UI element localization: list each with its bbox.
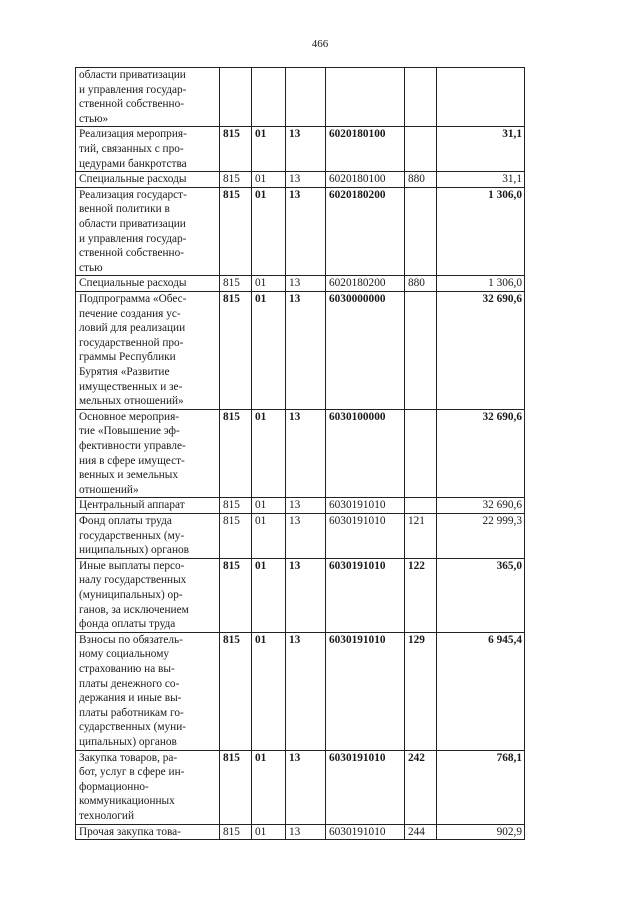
table-row	[76, 172, 525, 188]
subsection-cell: 13	[286, 513, 326, 558]
subsection-cell: 13	[286, 498, 326, 514]
section-cell: 01	[252, 750, 286, 824]
target-article-cell	[326, 68, 405, 127]
table-row	[76, 824, 525, 840]
row-name: Взносы по обязатель- ному социальному страхованию на вы- платы денежного со- держания и иные вы- платы работникам го- сударственных (муни- ципальных) органов	[76, 632, 220, 750]
admin-code-cell: 815	[220, 187, 252, 276]
table-row	[76, 291, 525, 409]
target-article-cell: 6020180100	[326, 172, 405, 188]
table-row	[76, 68, 525, 127]
row-name: Реализация мероприя- тий, связанных с про- цедурами банкротства	[76, 127, 220, 172]
amount-cell: 902,9	[437, 824, 525, 840]
admin-code-cell: 815	[220, 498, 252, 514]
row-name: Специальные расходы	[76, 172, 220, 188]
expense-type-cell: 880	[405, 276, 437, 292]
row-name: Центральный аппарат	[76, 498, 220, 514]
expense-type-cell	[405, 291, 437, 409]
row-name: области приватизации и управления государ- ственной собственно- стью»	[76, 68, 220, 127]
target-article-cell: 6020180200	[326, 187, 405, 276]
amount-cell: 32 690,6	[437, 409, 525, 498]
section-cell: 01	[252, 632, 286, 750]
expense-type-cell: 121	[405, 513, 437, 558]
amount-cell: 31,1	[437, 127, 525, 172]
subsection-cell: 13	[286, 409, 326, 498]
subsection-cell: 13	[286, 187, 326, 276]
expense-type-cell: 244	[405, 824, 437, 840]
subsection-cell: 13	[286, 291, 326, 409]
subsection-cell: 13	[286, 127, 326, 172]
subsection-cell: 13	[286, 632, 326, 750]
amount-cell	[437, 68, 525, 127]
amount-cell: 1 306,0	[437, 187, 525, 276]
expense-type-cell: 880	[405, 172, 437, 188]
target-article-cell: 6030191010	[326, 498, 405, 514]
target-article-cell: 6020180200	[326, 276, 405, 292]
budget-table	[75, 67, 525, 840]
expense-type-cell	[405, 68, 437, 127]
expense-type-cell	[405, 498, 437, 514]
row-name: Иные выплаты персо- налу государственных (муниципальных) ор- ганов, за исключением фонда оплаты труда	[76, 558, 220, 632]
subsection-cell: 13	[286, 824, 326, 840]
section-cell: 01	[252, 409, 286, 498]
subsection-cell	[286, 68, 326, 127]
admin-code-cell: 815	[220, 632, 252, 750]
table-row	[76, 632, 525, 750]
target-article-cell: 6030191010	[326, 558, 405, 632]
table-row	[76, 513, 525, 558]
admin-code-cell: 815	[220, 276, 252, 292]
admin-code-cell: 815	[220, 291, 252, 409]
expense-type-cell	[405, 409, 437, 498]
admin-code-cell: 815	[220, 824, 252, 840]
amount-cell: 32 690,6	[437, 291, 525, 409]
expense-type-cell: 242	[405, 750, 437, 824]
amount-cell: 1 306,0	[437, 276, 525, 292]
expense-type-cell	[405, 127, 437, 172]
amount-cell: 768,1	[437, 750, 525, 824]
admin-code-cell: 815	[220, 750, 252, 824]
row-name: Основное мероприя- тие «Повышение эф- фективности управле- ния в сфере имущест- венных и земельных отношений»	[76, 409, 220, 498]
table-row	[76, 276, 525, 292]
section-cell: 01	[252, 498, 286, 514]
row-name: Реализация государст- венной политики в области приватизации и управления государ- ственной собственно- стью	[76, 187, 220, 276]
admin-code-cell: 815	[220, 127, 252, 172]
subsection-cell: 13	[286, 750, 326, 824]
section-cell: 01	[252, 172, 286, 188]
admin-code-cell: 815	[220, 409, 252, 498]
target-article-cell: 6030100000	[326, 409, 405, 498]
amount-cell: 32 690,6	[437, 498, 525, 514]
admin-code-cell: 815	[220, 513, 252, 558]
admin-code-cell: 815	[220, 558, 252, 632]
row-name: Подпрограмма «Обес- печение создания ус- ловий для реализации государственной про- граммы Республики Бурятия «Развитие имущественных и зе- мельных отношений»	[76, 291, 220, 409]
row-name: Прочая закупка това-	[76, 824, 220, 840]
section-cell: 01	[252, 127, 286, 172]
target-article-cell: 6030000000	[326, 291, 405, 409]
expense-type-cell: 122	[405, 558, 437, 632]
table-row	[76, 409, 525, 498]
table-row	[76, 750, 525, 824]
amount-cell: 365,0	[437, 558, 525, 632]
table-row	[76, 187, 525, 276]
amount-cell: 31,1	[437, 172, 525, 188]
target-article-cell: 6030191010	[326, 632, 405, 750]
table-row	[76, 558, 525, 632]
target-article-cell: 6030191010	[326, 513, 405, 558]
row-name: Закупка товаров, ра- бот, услуг в сфере ин- формационно- коммуникационных технологий	[76, 750, 220, 824]
section-cell: 01	[252, 513, 286, 558]
subsection-cell: 13	[286, 276, 326, 292]
section-cell: 01	[252, 824, 286, 840]
table-row	[76, 127, 525, 172]
section-cell: 01	[252, 187, 286, 276]
subsection-cell: 13	[286, 172, 326, 188]
admin-code-cell	[220, 68, 252, 127]
expense-type-cell	[405, 187, 437, 276]
admin-code-cell: 815	[220, 172, 252, 188]
amount-cell: 22 999,3	[437, 513, 525, 558]
section-cell: 01	[252, 558, 286, 632]
expense-type-cell: 129	[405, 632, 437, 750]
section-cell: 01	[252, 276, 286, 292]
section-cell: 01	[252, 291, 286, 409]
section-cell	[252, 68, 286, 127]
amount-cell: 6 945,4	[437, 632, 525, 750]
page-number: 466	[311, 38, 329, 50]
target-article-cell: 6020180100	[326, 127, 405, 172]
target-article-cell: 6030191010	[326, 824, 405, 840]
row-name: Фонд оплаты труда государственных (му- ниципальных) органов	[76, 513, 220, 558]
subsection-cell: 13	[286, 558, 326, 632]
row-name: Специальные расходы	[76, 276, 220, 292]
table-row	[76, 498, 525, 514]
target-article-cell: 6030191010	[326, 750, 405, 824]
